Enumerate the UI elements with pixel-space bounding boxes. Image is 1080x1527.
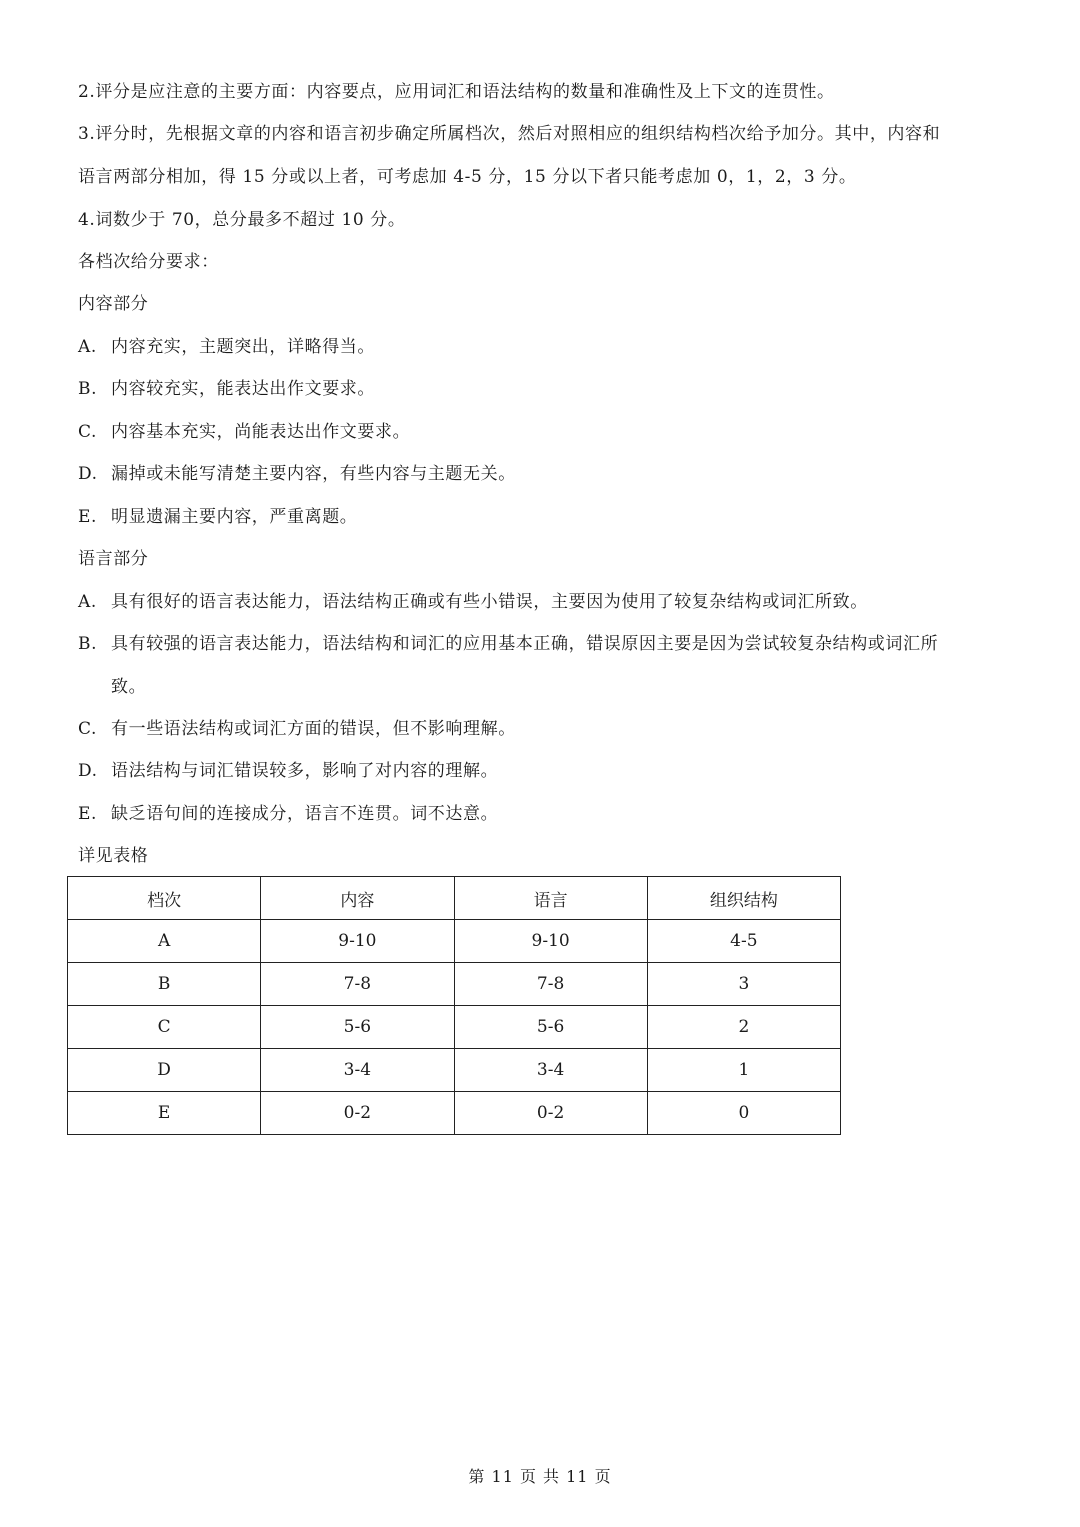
table-cell: A	[68, 920, 261, 963]
content-item-key: D.	[78, 464, 98, 484]
table-cell: 7-8	[454, 963, 647, 1006]
language-item-text: 语法结构与词汇错误较多，影响了对内容的理解。	[111, 761, 499, 781]
table-cell: 3-4	[454, 1049, 647, 1092]
language-item-key: A.	[78, 592, 97, 612]
content-item-text: 内容较充实，能表达出作文要求。	[111, 379, 375, 399]
table-heading: 详见表格	[78, 846, 149, 866]
content-item-key: E.	[78, 507, 98, 527]
table-cell: 0	[647, 1092, 840, 1135]
content-item-a	[78, 335, 375, 359]
table-cell: B	[68, 963, 261, 1006]
rule-3-continued: 语言两部分相加，得 15 分或以上者，可考虑加 4-5 分，15 分以下者只能考虑加 0，1，2，3 分。	[78, 167, 857, 187]
content-item-text: 漏掉或未能写清楚主要内容，有些内容与主题无关。	[111, 464, 516, 484]
rule-4: 4.词数少于 70，总分最多不超过 10 分。	[78, 210, 406, 230]
table-cell: 0-2	[261, 1092, 454, 1135]
language-item-key: C.	[78, 719, 98, 739]
language-item-b	[78, 632, 938, 656]
language-section-title: 语言部分	[78, 549, 149, 569]
content-item-key: A.	[78, 337, 97, 357]
language-item-c	[78, 717, 516, 741]
column-header-content: 内容	[261, 877, 454, 920]
page-footer: 第 11 页 共 11 页	[468, 1467, 612, 1486]
table-row	[68, 920, 841, 963]
table-cell: E	[68, 1092, 261, 1135]
content-item-key: B.	[78, 379, 98, 399]
table-header-row	[68, 877, 841, 920]
score-table	[67, 876, 841, 1135]
table-cell: 2	[647, 1006, 840, 1049]
column-header-level: 档次	[68, 877, 261, 920]
table-cell: 5-6	[454, 1006, 647, 1049]
table-cell: 9-10	[261, 920, 454, 963]
table-cell: 9-10	[454, 920, 647, 963]
content-item-c	[78, 420, 410, 444]
language-item-e	[78, 802, 498, 826]
table-cell: 7-8	[261, 963, 454, 1006]
column-header-structure: 组织结构	[647, 877, 840, 920]
content-section-title: 内容部分	[78, 294, 149, 314]
content-item-text: 内容充实，主题突出，详略得当。	[111, 337, 375, 357]
content-item-text: 明显遗漏主要内容，严重离题。	[111, 507, 358, 527]
language-item-text: 具有较强的语言表达能力，语法结构和词汇的应用基本正确，错误原因主要是因为尝试较复杂结构或词汇所	[111, 634, 939, 654]
content-item-b	[78, 377, 375, 401]
table-cell: 3	[647, 963, 840, 1006]
table-row	[68, 1049, 841, 1092]
level-heading: 各档次给分要求：	[78, 252, 219, 272]
table-cell: 3-4	[261, 1049, 454, 1092]
table-cell: 5-6	[261, 1006, 454, 1049]
table-row	[68, 963, 841, 1006]
content-item-d	[78, 462, 516, 486]
table-cell: 0-2	[454, 1092, 647, 1135]
language-item-text: 缺乏语句间的连接成分，语言不连贯。词不达意。	[111, 804, 499, 824]
rule-3: 3.评分时，先根据文章的内容和语言初步确定所属档次，然后对照相应的组织结构档次给予加分。其中，内容和	[78, 124, 941, 144]
table-row	[68, 1092, 841, 1135]
language-item-text: 有一些语法结构或词汇方面的错误，但不影响理解。	[111, 719, 516, 739]
language-item-key: E.	[78, 804, 98, 824]
rule-2: 2.评分是应注意的主要方面：内容要点，应用词汇和语法结构的数量和准确性及上下文的连贯性。	[78, 82, 835, 102]
table-cell: 4-5	[647, 920, 840, 963]
language-item-key: D.	[78, 761, 98, 781]
column-header-language: 语言	[454, 877, 647, 920]
table-row	[68, 1006, 841, 1049]
table-cell: 1	[647, 1049, 840, 1092]
content-item-key: C.	[78, 422, 98, 442]
language-item-text: 具有很好的语言表达能力，语法结构正确或有些小错误，主要因为使用了较复杂结构或词汇所致。	[111, 592, 868, 612]
language-item-d	[78, 759, 498, 783]
language-item-b-continuation: 致。	[111, 677, 147, 697]
table-cell: D	[68, 1049, 261, 1092]
content-item-e	[78, 505, 357, 529]
content-item-text: 内容基本充实，尚能表达出作文要求。	[111, 422, 411, 442]
table-cell: C	[68, 1006, 261, 1049]
language-item-a	[78, 590, 868, 614]
language-item-key: B.	[78, 634, 98, 654]
